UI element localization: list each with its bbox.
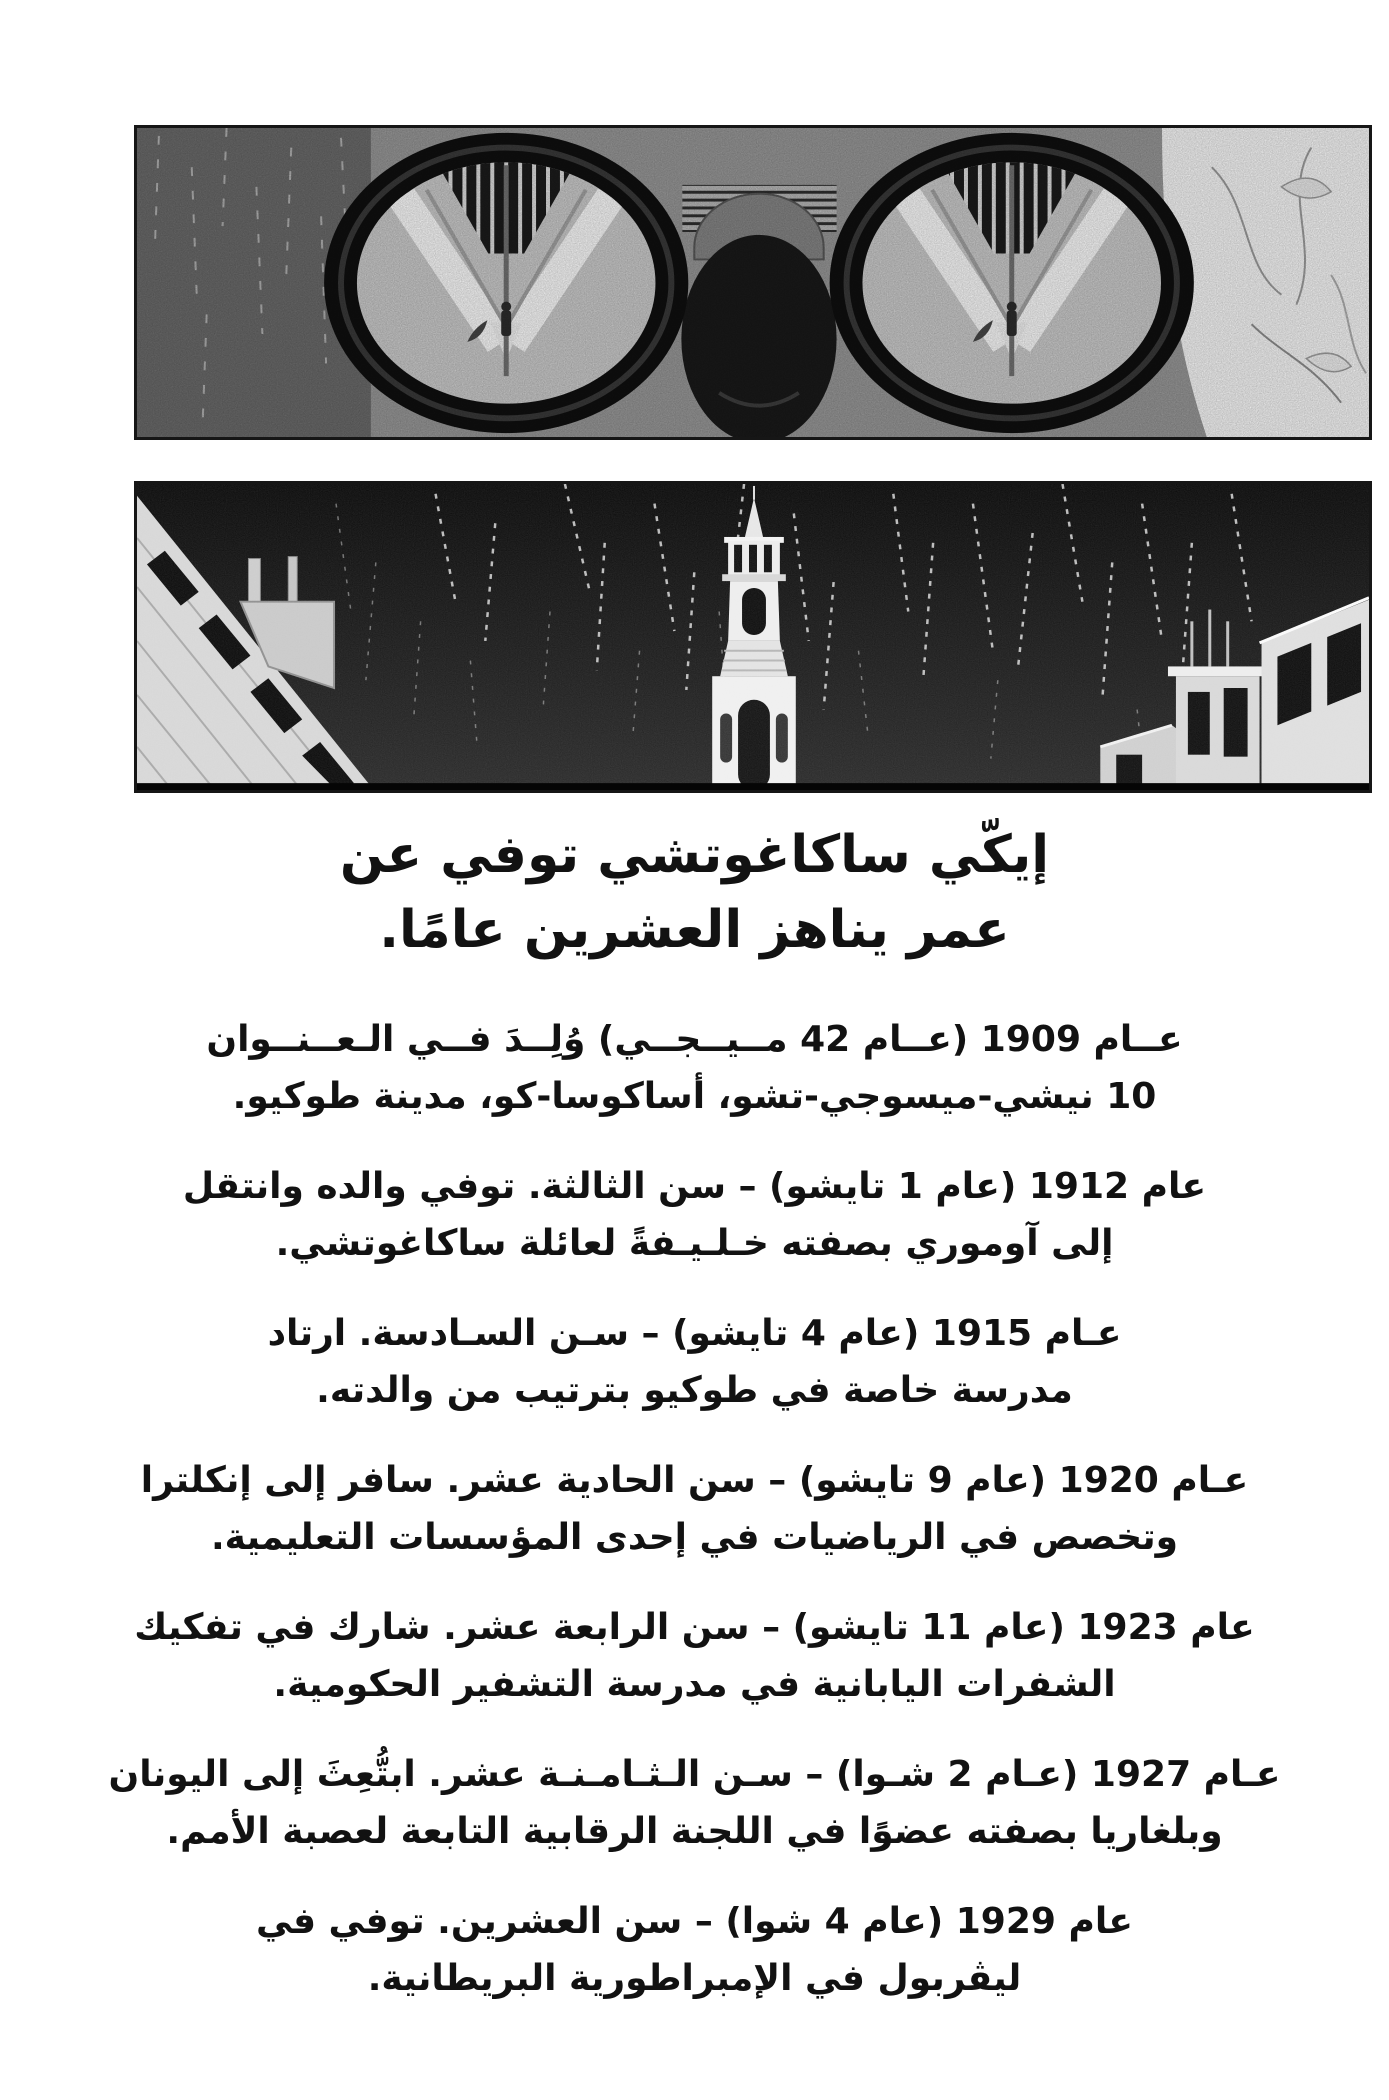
page-title xyxy=(0,818,1389,968)
halftone-grain xyxy=(137,128,1369,437)
clock-tower-panel xyxy=(134,481,1372,793)
timeline-entry-1912: عام 1912 (عام 1 تايشو) – سن الثالثة. توفي والده وانتقل إلى آوموري بصفته خـلـيـفةً لعائلة ساكاغوتشي. xyxy=(182,1166,1207,1264)
binoculars-panel xyxy=(134,125,1372,440)
timeline-entry-1929: عام 1929 (عام 4 شوا) – سن العشرين. توفي في ليڤربول في الإمبراطورية البريطانية. xyxy=(256,1901,1133,1999)
timeline-entry-1915: عـام 1915 (عام 4 تايشو) – سـن السـادسة. ارتاد مدرسة خاصة في طوكيو بترتيب من والدته. xyxy=(267,1313,1122,1411)
timeline-entry-1909: عــام 1909 (عــام 42 مــيــجــي) وُلِــدَ فــي الـعــنــوان 10 نيشي-ميسوجي-تشو، أساكوسا-كو، مدينة طوكيو. xyxy=(206,1019,1183,1117)
biography-timeline xyxy=(0,1011,1389,2040)
timeline-entry-1927: عـام 1927 (عـام 2 شـوا) – سـن الـثـامـنـة عشر. ابتُّعِثَ إلى اليونان وبلغاريا بصفته عضوًا في اللجنة الرقابية التابعة لعصبة الأمم. xyxy=(108,1754,1281,1852)
timeline-entry-1920: عـام 1920 (عام 9 تايشو) – سن الحادية عشر. سافر إلى إنكلترا وتخصص في الرياضيات في إحدى المؤسسات التعليمية. xyxy=(140,1460,1249,1558)
halftone-speckle xyxy=(137,484,1369,790)
title-line-2: عمر يناهز العشرين عامًا. xyxy=(379,900,1010,960)
binoculars-illustration xyxy=(137,128,1369,437)
title-line-1: إيكّي ساكاغوتشي توفي عن xyxy=(339,825,1050,885)
timeline-entry-1923: عام 1923 (عام 11 تايشو) – سن الرابعة عشر. شارك في تفكيك الشفرات اليابانية في مدرسة التشفير الحكومية. xyxy=(134,1607,1255,1705)
clock-tower-illustration xyxy=(137,484,1369,790)
